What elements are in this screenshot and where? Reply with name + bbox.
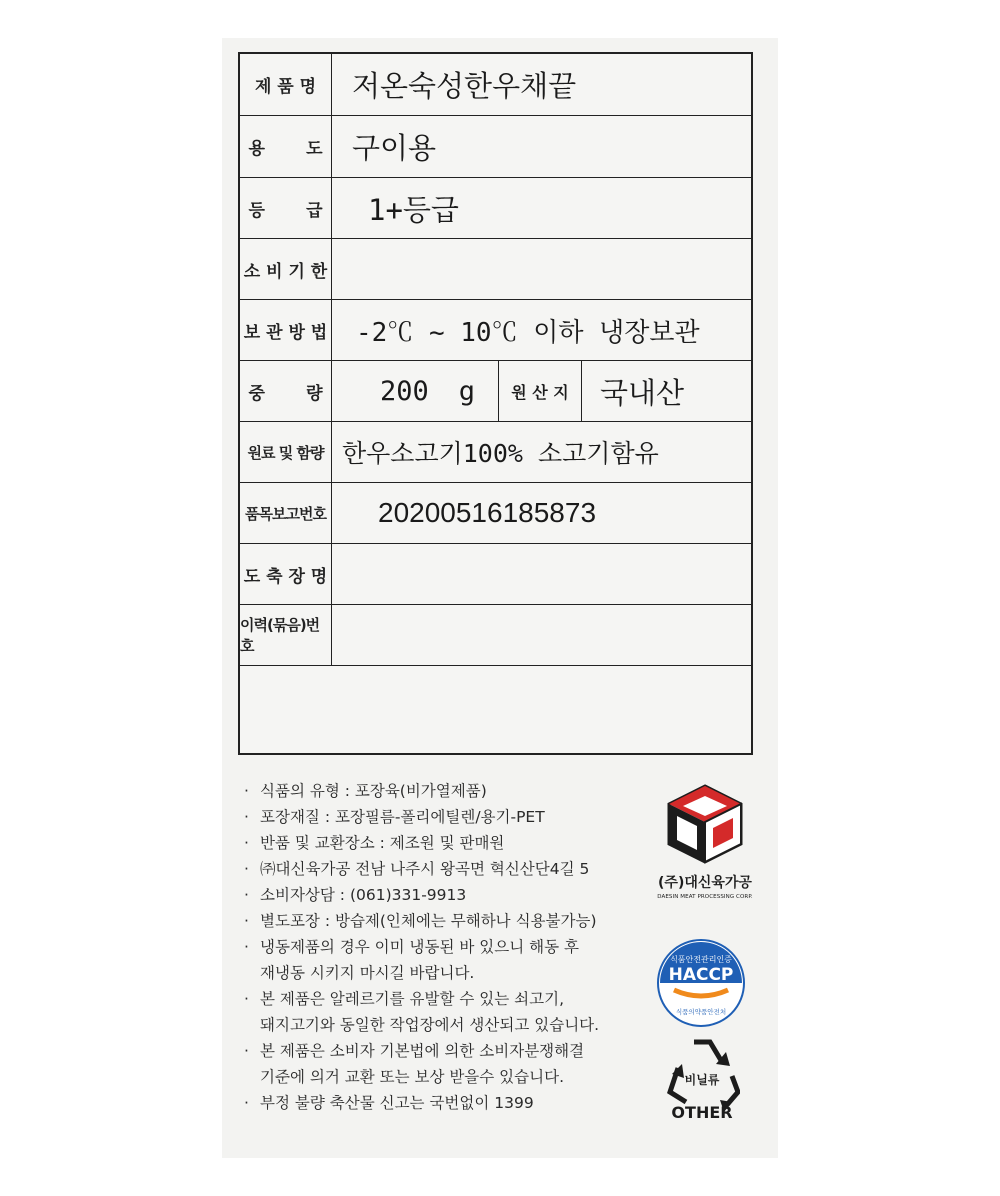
usage-value: 구이용 [332,116,751,178]
recycle-label: 비닐류 [684,1073,720,1087]
haccp-top-text: 식품안전관리인증 [670,955,732,964]
note-item: · 식품의 유형 : 포장육(비가열제품) [244,782,487,800]
note-item: · 본 제품은 알레르기를 유발할 수 있는 쇠고기, 돼지고기와 동일한 작업장에서 생산되고 있습니다. [244,990,600,1034]
haccp-bottom-text: 식품의약품안전처 [675,1008,727,1016]
slaughterhouse-header: 도 축 장 명 [240,544,332,605]
weight-header: 중 량 [240,361,332,422]
product-name-header: 제 품 명 [240,54,332,116]
notes-list [244,778,644,1116]
haccp-mark-text: HACCP [668,965,734,985]
origin-header: 원 산 지 [499,361,582,421]
origin-value: 국내산 [600,375,685,410]
storage-header: 보 관 방 법 [240,300,332,361]
company-name: (주)대신육가공 [658,875,752,891]
note-item: · 별도포장 : 방습제(인체에는 무해하나 식용불가능) [244,912,597,930]
recycle-other-label: OTHER [671,1103,733,1122]
product-info-table [238,52,753,755]
blank-row [240,666,751,753]
company-name-english: DAESIN MEAT PROCESSING CORP. [657,894,753,900]
grade-value: 1+등급 [332,178,751,239]
daesin-cube-icon [663,782,747,866]
ingredients-header: 원료 및 함량 [240,422,332,483]
note-item: · 반품 및 교환장소 : 제조원 및 판매원 [244,834,505,852]
note-item: · 본 제품은 소비자 기본법에 의한 소비자분쟁해결 기준에 의거 교환 또는 보상 받을수 있습니다. [244,1042,585,1086]
ingredients-value: 한우소고기100% 소고기함유 [332,422,751,483]
product-name-value: 저온숙성한우채끝 [332,54,751,116]
expiry-value [332,239,751,300]
note-item: · 포장재질 : 포장필름-폴리에틸렌/용기-PET [244,808,545,826]
trace-number-value [332,605,751,666]
expiry-header: 소 비 기 한 [240,239,332,300]
company-logo [650,782,760,900]
weight-value: 200 g [332,361,499,421]
report-number-value: 20200516185873 [332,483,751,544]
weight-origin-cell [332,361,751,422]
haccp-certification-icon [656,938,746,1028]
note-item: · 냉동제품의 경우 이미 냉동된 바 있으니 해동 후 재냉동 시키지 마시길 바랍니다. [244,938,579,982]
slaughterhouse-value [332,544,751,605]
grade-header: 등 급 [240,178,332,239]
note-item: · 부정 불량 축산물 신고는 국번없이 1399 [244,1094,534,1112]
report-number-header: 품목보고번호 [240,483,332,544]
note-item: · ㈜대신육가공 전남 나주시 왕곡면 혁신산단4길 5 [244,860,590,878]
trace-number-header: 이력(묶음)번호 [240,605,332,666]
usage-header: 용 도 [240,116,332,178]
note-item: · 소비자상담 : (061)331-9913 [244,886,467,904]
storage-value: -2℃ ~ 10℃ 이하 냉장보관 [332,300,751,361]
